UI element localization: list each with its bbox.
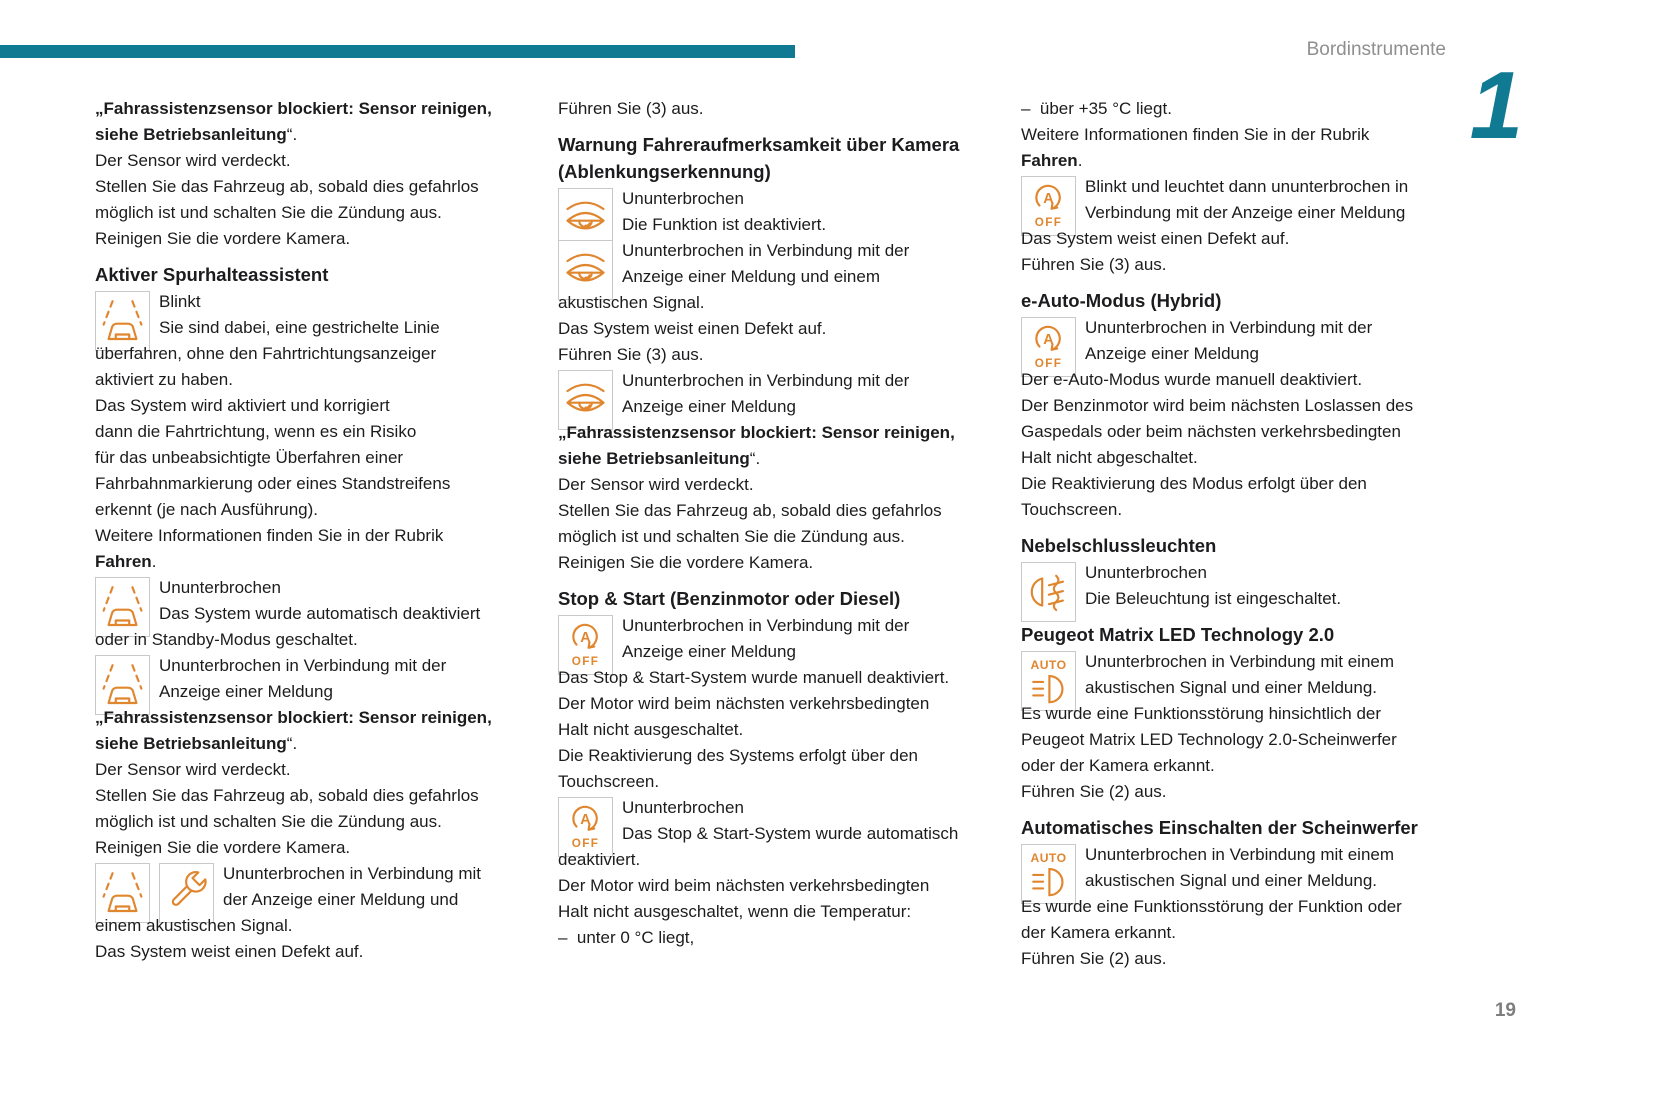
paragraph [558,472,989,498]
text-column [558,96,989,951]
indicator-row [1021,560,1452,612]
paragraph [1021,367,1452,393]
text-segment: “. [749,449,761,468]
text-segment: siehe Betriebsanleitung [95,734,287,753]
paragraph [95,393,526,523]
text-segment: Automatisches Einschalten der Scheinwerfer [1021,817,1418,838]
paragraph [558,665,989,691]
text-segment: Führen Sie (3) aus. [558,99,704,118]
svg-text:OFF: OFF [1034,356,1063,370]
paragraph [1021,122,1452,174]
paragraph [558,342,989,368]
text-segment: deaktiviert. [558,850,641,869]
text-segment: Ununterbrochen in Verbindung mit der [159,656,447,675]
text-segment: Führen Sie (3) aus. [1021,255,1167,274]
paragraph [1021,471,1452,523]
text-segment: „Fahrassistenzsensor blockiert: Sensor reinigen, [95,99,492,118]
text-segment: Ununterbrochen in Verbindung mit der [622,371,910,390]
text-segment: Fahren [95,552,152,571]
text-segment: möglich ist und schalten Sie die Zündung aus. [558,527,905,546]
text-segment: Ununterbrochen in Verbindung mit einem [1085,652,1395,671]
paragraph [558,925,989,951]
text-segment: Reinigen Sie die vordere Kamera. [95,229,351,248]
indicator-row [1021,649,1452,701]
paragraph [558,498,989,550]
text-segment: Stellen Sie das Fahrzeug ab, sobald dies gefahrlos [95,177,479,196]
text-segment: akustischen Signal. [558,293,705,312]
svg-text:AUTO: AUTO [1030,657,1067,672]
text-segment: Das System weist einen Defekt auf. [558,319,827,338]
text-segment: Aktiver Spurhalteassistent [95,264,329,285]
indicator-row [95,653,526,705]
header-rule [0,45,795,58]
text-segment: Halt nicht abgeschaltet. [1021,448,1198,467]
text-segment: der Kamera erkannt. [1021,923,1176,942]
paragraph [1021,252,1452,278]
text-segment: Ununterbrochen [622,798,744,817]
indicator-row [95,289,526,393]
text-segment: aktiviert zu haben. [95,370,233,389]
indicator-row [558,795,989,873]
section-heading [1021,621,1452,648]
text-segment: Ununterbrochen in Verbindung mit der [622,241,910,260]
text-segment: Nebelschlussleuchten [1021,535,1217,556]
lane-keeping-icon [95,863,150,923]
text-segment: dann die Fahrtrichtung, wenn es ein Risiko [95,422,417,441]
wrench-icon [159,863,214,923]
text-segment: siehe Betriebsanleitung [558,449,750,468]
paragraph [1021,96,1452,122]
lane-keeping-icon [95,577,150,637]
text-segment: Die Funktion ist deaktiviert. [622,215,827,234]
text-segment: Das Stop & Start-System wurde manuell deaktiviert. [558,668,950,687]
text-segment: Die Reaktivierung des Systems erfolgt über den [558,746,919,765]
text-segment: . [1077,151,1083,170]
text-column [95,96,526,965]
text-segment: Stellen Sie das Fahrzeug ab, sobald dies gefahrlos [558,501,942,520]
indicator-row [558,238,989,316]
text-segment: Führen Sie (2) aus. [1021,949,1167,968]
text-segment: oder in Standby-Modus geschaltet. [95,630,358,649]
text-segment: Fahrbahnmarkierung oder eines Standstreifens [95,474,451,493]
stop-start-off-icon [558,797,613,857]
text-segment: Der Motor wird beim nächsten verkehrsbedingten [558,694,930,713]
text-segment: Es wurde eine Funktionsstörung der Funktion oder [1021,897,1402,916]
text-segment: Der Sensor wird verdeckt. [95,760,291,779]
lane-keeping-icon [95,291,150,351]
text-segment: Der Sensor wird verdeckt. [558,475,754,494]
text-segment: oder der Kamera erkannt. [1021,756,1215,775]
text-segment: Das System wurde automatisch deaktiviert [159,604,481,623]
text-segment: e-Auto-Modus (Hybrid) [1021,290,1222,311]
text-segment: siehe Betriebsanleitung [95,125,287,144]
paragraph [558,96,989,122]
text-segment: Touchscreen. [1021,500,1123,519]
text-segment: Blinkt und leuchtet dann ununterbrochen in [1085,177,1409,196]
text-segment: Anzeige einer Meldung [622,397,796,416]
text-segment: Ununterbrochen in Verbindung mit einem [1085,845,1395,864]
indicator-row [558,368,989,420]
svg-text:OFF: OFF [571,836,600,850]
text-segment: Reinigen Sie die vordere Kamera. [95,838,351,857]
text-segment: Ununterbrochen in Verbindung mit [223,864,481,883]
text-segment: für das unbeabsichtigte Überfahren einer [95,448,404,467]
text-segment: Die Beleuchtung ist eingeschaltet. [1085,589,1342,608]
page-number: 19 [1494,1000,1516,1021]
text-segment: Führen Sie (2) aus. [1021,782,1167,801]
paragraph [558,743,989,795]
section-heading [95,261,526,288]
paragraph [1021,393,1452,471]
section-heading [558,585,989,612]
paragraph [95,705,526,757]
driver-attention-eye-icon [558,188,613,248]
text-segment: Verbindung mit der Anzeige einer Meldung [1085,203,1406,222]
text-segment: Führen Sie (3) aus. [558,345,704,364]
text-segment: akustischen Signal und einer Meldung. [1085,678,1378,697]
text-segment: Sie sind dabei, eine gestrichelte Linie [159,318,440,337]
text-segment: der Anzeige einer Meldung und [223,890,459,909]
paragraph [95,757,526,783]
svg-text:AUTO: AUTO [1030,850,1067,865]
text-segment: Ununterbrochen in Verbindung mit der [1085,318,1373,337]
paragraph [1021,701,1452,779]
indicator-row [1021,174,1452,229]
indicator-row [1021,842,1452,894]
section-heading [1021,287,1452,314]
paragraph [1021,226,1452,252]
svg-text:OFF: OFF [1034,215,1063,229]
paragraph [95,96,526,148]
paragraph [95,783,526,835]
indicator-row [558,186,989,238]
text-segment: Peugeot Matrix LED Technology 2.0 [1021,624,1335,645]
text-segment: Anzeige einer Meldung [622,642,796,661]
text-segment: akustischen Signal und einer Meldung. [1085,871,1378,890]
text-segment: . [151,552,157,571]
svg-text:OFF: OFF [571,654,600,668]
svg-text:A: A [1043,331,1054,348]
paragraph [95,148,526,174]
text-segment: möglich ist und schalten Sie die Zündung aus. [95,203,442,222]
indicator-row [95,575,526,653]
text-segment: „Fahrassistenzsensor blockiert: Sensor reinigen, [95,708,492,727]
section-heading [558,131,989,185]
section-heading [1021,814,1452,841]
text-segment: Weitere Informationen finden Sie in der Rubrik [95,526,444,545]
paragraph [558,691,989,743]
section-heading [1021,532,1452,559]
text-segment: Stop & Start (Benzinmotor oder Diesel) [558,588,901,609]
content-columns [95,96,1452,972]
text-segment: Der Motor wird beim nächsten verkehrsbedingten [558,876,930,895]
text-segment: Anzeige einer Meldung und einem [622,267,881,286]
text-segment: Halt nicht ausgeschaltet, wenn die Temperatur: [558,902,912,921]
paragraph [558,316,989,342]
svg-text:A: A [1043,190,1054,207]
text-segment: Peugeot Matrix LED Technology 2.0-Scheinwerfer [1021,730,1397,749]
paragraph [95,835,526,861]
text-segment: Reinigen Sie die vordere Kamera. [558,553,814,572]
text-segment: Ununterbrochen in Verbindung mit der [622,616,910,635]
paragraph [1021,894,1452,946]
text-segment: Blinkt [159,292,201,311]
text-segment: Anzeige einer Meldung [1085,344,1259,363]
page-header-label: Bordinstrumente [1306,39,1446,60]
svg-text:A: A [580,629,591,646]
text-segment: Ununterbrochen [622,189,744,208]
text-segment: Das System wird aktiviert und korrigiert [95,396,390,415]
text-segment: Das System weist einen Defekt auf. [95,942,364,961]
paragraph [1021,779,1452,805]
rear-fog-light-icon [1021,562,1076,622]
paragraph [95,939,526,965]
text-segment: Gaspedals oder beim nächsten verkehrsbedingten [1021,422,1401,441]
text-segment: Der e-Auto-Modus wurde manuell deaktiviert. [1021,370,1363,389]
paragraph [558,550,989,576]
chapter-number: 1 [1469,52,1523,159]
text-segment: “. [286,734,298,753]
text-segment: Der Sensor wird verdeckt. [95,151,291,170]
text-segment: Warnung Fahreraufmerksamkeit über Kamera [558,134,960,155]
text-segment: Das System weist einen Defekt auf. [1021,229,1290,248]
text-segment: Es wurde eine Funktionsstörung hinsichtlich der [1021,704,1382,723]
indicator-row [95,861,526,939]
text-segment: – unter 0 °C liegt, [558,928,695,947]
text-segment: „Fahrassistenzsensor blockiert: Sensor reinigen, [558,423,955,442]
text-segment: Die Reaktivierung des Modus erfolgt über den [1021,474,1367,493]
text-segment: Stellen Sie das Fahrzeug ab, sobald dies gefahrlos [95,786,479,805]
text-segment: Halt nicht ausgeschaltet. [558,720,744,739]
text-segment: Touchscreen. [558,772,660,791]
paragraph [558,420,989,472]
paragraph [95,174,526,226]
text-segment: Das Stop & Start-System wurde automatisch [622,824,959,843]
text-segment: – über +35 °C liegt. [1021,99,1172,118]
text-segment: möglich ist und schalten Sie die Zündung aus. [95,812,442,831]
text-column [1021,96,1452,972]
paragraph [1021,946,1452,972]
text-segment: Der Benzinmotor wird beim nächsten Loslassen des [1021,396,1414,415]
text-segment: einem akustischen Signal. [95,916,293,935]
text-segment: Ununterbrochen [1085,563,1207,582]
text-segment: Fahren [1021,151,1078,170]
paragraph [558,873,989,925]
driver-attention-eye-icon [558,240,613,300]
paragraph [95,523,526,575]
text-segment: “. [286,125,298,144]
text-segment: überfahren, ohne den Fahrtrichtungsanzeiger [95,344,437,363]
text-segment: Ununterbrochen [159,578,281,597]
text-segment: Weitere Informationen finden Sie in der Rubrik [1021,125,1370,144]
text-segment: erkennt (je nach Ausführung). [95,500,319,519]
text-segment: (Ablenkungserkennung) [558,161,771,182]
text-segment: Anzeige einer Meldung [159,682,333,701]
paragraph [95,226,526,252]
indicator-row [1021,315,1452,370]
indicator-row [558,613,989,668]
svg-text:A: A [580,811,591,828]
